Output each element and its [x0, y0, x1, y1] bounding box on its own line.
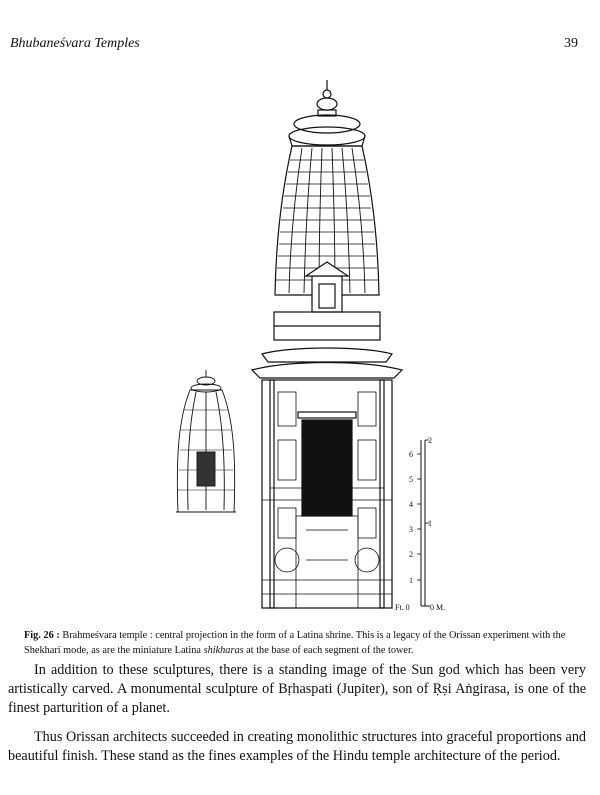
paragraph-2: Thus Orissan architects succeeded in creating monolithic structures into graceful proportions and beautiful finish. These stand as the fines examples of the Hindu temple architecture of the period. [8, 729, 586, 764]
caption-text: Brahmeśvara temple : central projection in the form of a Latina shrine. This is a legacy of the Orissan experiment with the Shekhari mode, as are the miniature Latina [24, 630, 566, 656]
figure-caption [24, 628, 579, 658]
scale-label-6: 6 [409, 450, 413, 459]
scale-label-2: 2 [409, 550, 413, 559]
caption-text-end: at the base of each segment of the tower. [243, 645, 414, 656]
scale-label-3: 3 [409, 525, 413, 534]
running-head [10, 36, 578, 52]
scale-label-4: 4 [409, 500, 413, 509]
small-temple [176, 370, 236, 512]
running-title: Bhubaneśvara Temples [10, 36, 140, 51]
main-temple [252, 80, 402, 608]
scale-label-m: 0 M. [430, 603, 446, 612]
body-text [8, 661, 586, 776]
scale-label-1: 1 [409, 576, 413, 585]
paragraph-1: In addition to these sculptures, there is a standing image of the Sun god which has been very artistically carved. A monumental sculpture of Bṛhaspati (Jupiter), son of Ṛṣi Aṅgirasa, is one of the finest parturition of a planet. [8, 662, 586, 716]
scale-label-m2: 2 [428, 436, 432, 445]
page-number: 39 [564, 36, 578, 51]
caption-label: Fig. 26 : [24, 630, 60, 641]
caption-italic: shikharas [203, 645, 244, 656]
scale-label-m1: 1 [428, 519, 432, 528]
scale-label-ft: Ft. 0 [395, 603, 410, 612]
figure [0, 70, 600, 630]
temple-drawing [0, 70, 600, 630]
scale-label-5: 5 [409, 475, 413, 484]
